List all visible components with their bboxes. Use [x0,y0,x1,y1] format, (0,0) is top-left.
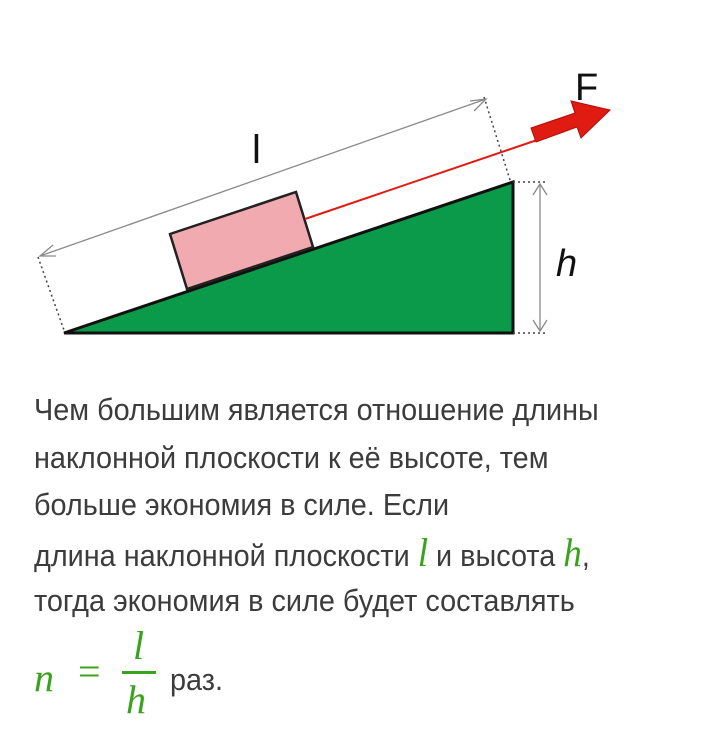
text-line-4 [34,529,657,580]
text-line-4-mid: и высота [428,538,564,573]
l-arrow-right [470,99,486,111]
formula-lhs: n [34,655,54,700]
text-line-2: наклонной плоскости к её высоте, тем [34,440,549,475]
l-extension-right [484,97,510,180]
text-line-4-start: длина наклонной плоскости [34,538,418,573]
l-arrow-left [40,245,56,256]
text-line-3: больше экономия в силе. Если [34,487,450,522]
fraction-bar [122,671,156,674]
formula-equals: = [78,649,101,694]
inclined-plane-diagram [0,0,720,360]
text-line-4-end: , [581,538,590,573]
l-extension-left [38,257,65,333]
var-h-inline: h [563,530,582,575]
label-h: h [556,243,578,285]
formula-denominator: h [126,677,146,722]
text-line-5: тогда экономия в силе будет составлять [34,583,575,618]
label-l: l [252,128,261,172]
text-line-1: Чем большим является отношение длины [34,392,599,427]
formula [34,623,434,726]
label-f: F [575,67,599,109]
formula-suffix: раз. [170,662,223,697]
formula-numerator: l [133,623,145,668]
var-l-inline: l [417,530,429,575]
